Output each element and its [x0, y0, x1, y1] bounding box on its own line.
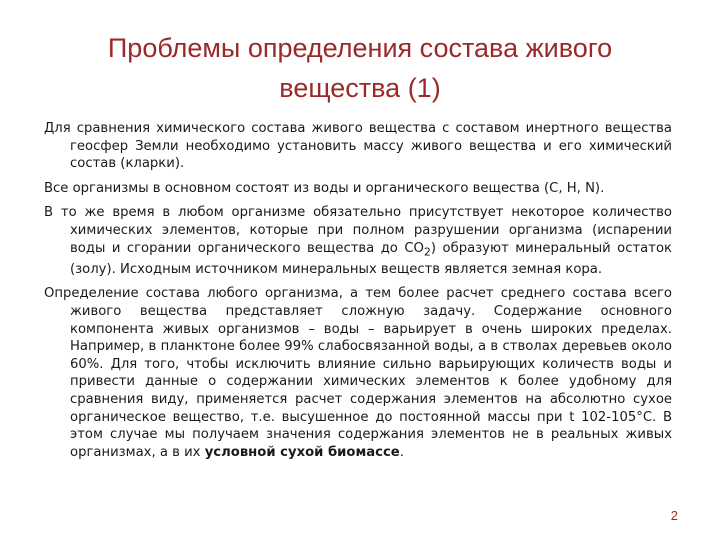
paragraph-1: Для сравнения химического состава живого вещества с составом инертного вещества геосфер Земли необходимо установить массу живого вещества и его химический состав (кларки).	[44, 121, 672, 172]
paragraph-3	[44, 204, 672, 278]
slide-number: 2	[670, 508, 678, 523]
slide-body	[44, 120, 672, 468]
paragraph-3-text-a: В то же время в любом организме обязательно присутствует некоторое количество химических элементов, которые при полном разрушении организма (испарении воды и сгорании органического вещества до CO	[44, 205, 672, 256]
paragraph-3-text-b: ) образуют минеральный остаток (золу). Исходным источником минеральных веществ является земная кора.	[70, 240, 672, 277]
paragraph-2: Все организмы в основном состоят из воды и органического вещества (C, H, N).	[44, 180, 605, 196]
paragraph-4-text: Определение состава любого организма, а тем более расчет среднего состава всего живого вещества представляет сложную задачу. Содержание основного компонента живых организмов – воды – варьирует в очень широких пределах. Например, в планктоне более 99% слабосвязанной воды, а в стволах деревьев около 60%. Для того, чтобы исключить влияние сильно варьирующих количеств воды и привести данные о содержании химических элементов к более удобному для сравнения виду, применяется расчет содержания элементов на абсолютно сухое органическое вещество, т.е. высушенное до постоянной массы при t 102-105°С. В этом случае мы получаем значения содержания элементов не в реальных живых организмах, а в их	[44, 286, 672, 460]
slide-title: Проблемы определения состава живого вещества (1)	[107, 33, 613, 103]
co2-subscript: 2	[423, 245, 431, 259]
paragraph-4-end: .	[399, 444, 404, 460]
paragraph-4	[44, 285, 672, 461]
dry-biomass-term: условной сухой биомассе	[204, 444, 400, 460]
